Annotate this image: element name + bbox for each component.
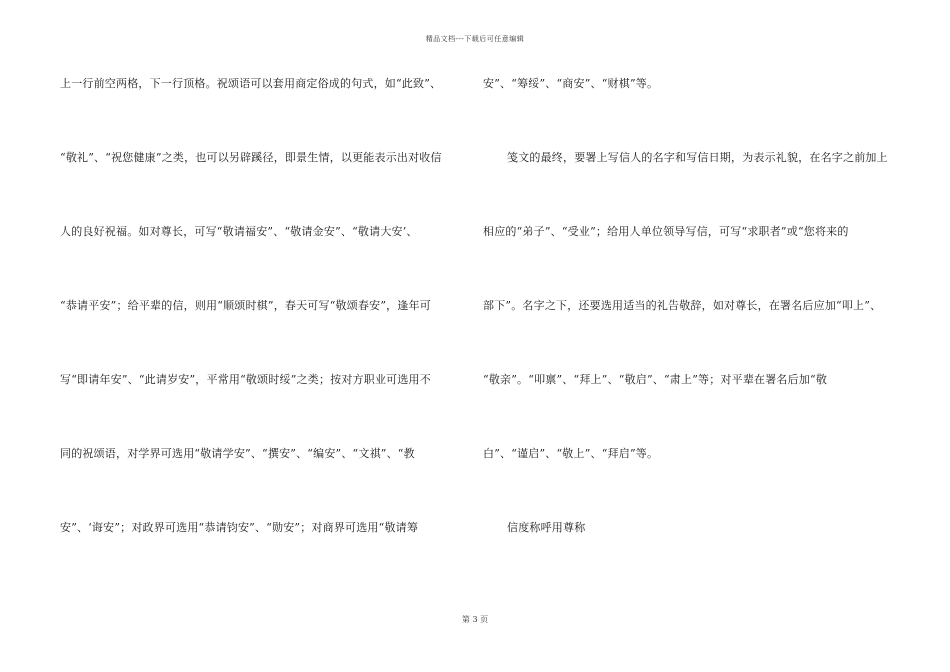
left-line-4: “恭请平安”；给平辈的信，则用“顺颂时棋”，春天可写“敬颂春安”，逢年可 [60,299,431,312]
left-line-2: “敬礼”、“祝您健康”之类，也可以另辟蹊径，即景生情，以更能表示出对收信 [60,151,442,164]
right-column [483,77,903,595]
right-line-2: 笺文的最终，要署上写信人的名字和写信日期，为表示礼貌，在名字之前加上 [507,151,888,164]
left-line-1: 上一行前空两格，下一行顶格。祝颂语可以套用商定俗成的句式，如“此致”、 [60,77,442,90]
left-line-3: 人的良好祝福。如对尊长，可写“敬请福安”、“敬请金安”、“敬请大安’、 [60,225,418,238]
section-heading: 信度称呼用尊称 [507,521,586,534]
right-line-5: “敬亲”。“叩禀”、“拜上”、“敬启”、“肃上”等；对平辈在署名后加“敬 [483,373,828,386]
right-line-4: 部下”。名字之下，还要选用适当的礼告敬辞，如对尊长，在署名后应加“叩上”、 [483,299,882,312]
page-number: 第 3 页 [461,615,489,624]
left-line-6: 同的祝颂语，对学界可选用“敬请学安”、“撰安”、“编安”、“文祺”、“教 [60,447,415,460]
right-line-1: 安”、“筹绥”、“商安”、“财棋”等。 [483,77,659,90]
left-line-7: 安”、‘诲安”；对政界可选用“恭请钧安”、“勋安”；对商界可选用“敬请筹 [60,521,419,534]
right-line-6: 白”、“谨启”、“敬上”、“拜启”等。 [483,447,659,460]
left-column [60,77,470,595]
left-line-5: 写“即请年安”、“此请岁安”，平常用“敬颂时绥”之类；按对方职业可选用不 [60,373,431,386]
page-header: 精品文档---下载后可任意编辑 [425,35,525,43]
right-line-3: 相应的“弟子”、“受业”；给用人单位领导写信，可写“求职者”或“您将来的 [483,225,849,238]
